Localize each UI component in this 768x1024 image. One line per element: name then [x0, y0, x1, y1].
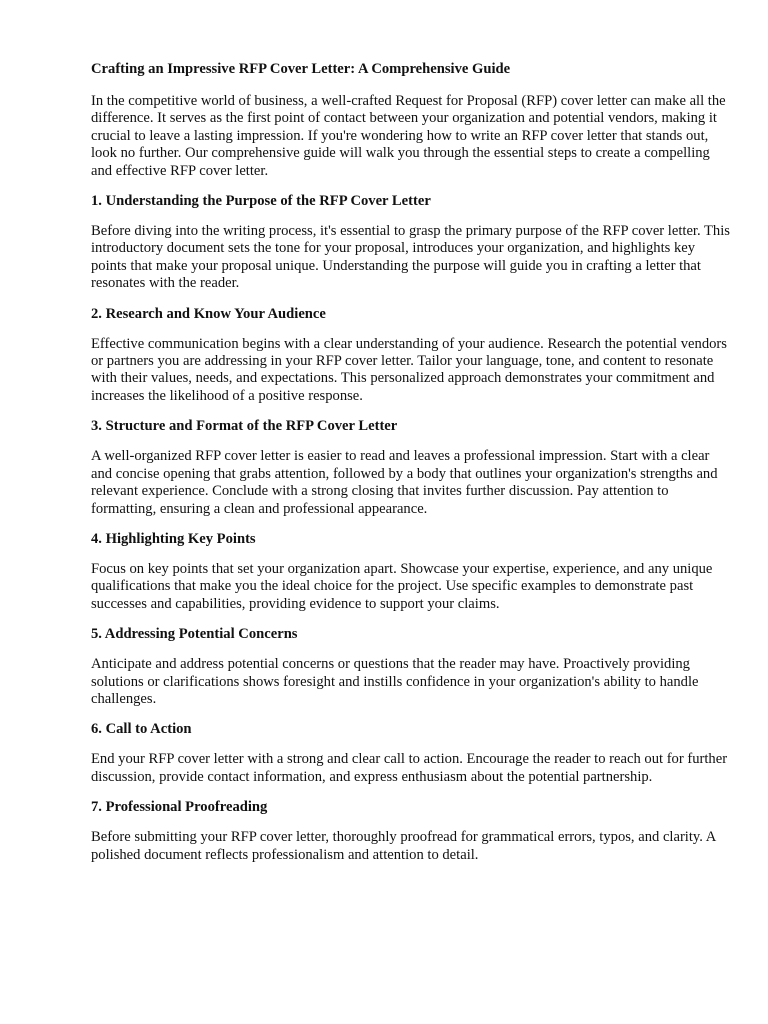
- section-heading: 5. Addressing Potential Concerns: [91, 626, 298, 643]
- section-3: [91, 417, 731, 518]
- section-body: Anticipate and address potential concerns or questions that the reader may have. Proactively providing solutions or clarifications shows foresight and instills confidence in your organization's ability to handle challenges.: [91, 656, 699, 707]
- section-body: Effective communication begins with a clear understanding of your audience. Research the potential vendors or partners you are addressing in your RFP cover letter. Tailor your language, tone, and content to resonate with their values, needs, and expectations. This personalized approach demonstrates your commitment and increases the likelihood of a positive response.: [91, 335, 727, 404]
- section-6: [91, 720, 731, 786]
- section-5: [91, 625, 731, 708]
- section-body: Before diving into the writing process, it's essential to grasp the primary purpose of the RFP cover letter. This introductory document sets the tone for your proposal, introduces your organization, and highlights key points that make your proposal unique. Understanding the purpose will guide you in crafting a letter that resonates with the reader.: [91, 223, 730, 292]
- document-page: [91, 60, 731, 876]
- section-body: A well-organized RFP cover letter is easier to read and leaves a professional impression. Start with a clear and concise opening that grabs attention, followed by a body that outlines your organization's strengths and relevant experience. Conclude with a strong closing that invites further discussion. Pay attention to formatting, ensuring a clean and professional appearance.: [91, 448, 718, 517]
- section-7: [91, 798, 731, 864]
- section-body: End your RFP cover letter with a strong and clear call to action. Encourage the reader to reach out for further discussion, provide contact information, and express enthusiasm about the potential partnership.: [91, 751, 728, 785]
- section-body: Focus on key points that set your organization apart. Showcase your expertise, experience, and any unique qualifications that make you the ideal choice for the project. Use specific examples to demonstrate past successes and capabilities, providing evidence to support your claims.: [91, 560, 713, 612]
- section-heading: 1. Understanding the Purpose of the RFP Cover Letter: [91, 193, 431, 210]
- section-heading: 7. Professional Proofreading: [91, 799, 268, 816]
- section-4: [91, 530, 731, 613]
- section-heading: 4. Highlighting Key Points: [91, 530, 256, 547]
- section-heading: 2. Research and Know Your Audience: [91, 305, 326, 322]
- section-2: [91, 305, 731, 406]
- intro-paragraph: In the competitive world of business, a well-crafted Request for Proposal (RFP) cover letter can make all the difference. It serves as the first point of contact between your organization and potential vendors, making it crucial to leave a lasting impression. If you're wondering how to write an RFP cover letter that stands out, look no further. Our comprehensive guide will walk you through the essential steps to create a compelling and effective RFP cover letter.: [91, 93, 726, 179]
- section-body: Before submitting your RFP cover letter, thoroughly proofread for grammatical errors, typos, and clarity. A polished document reflects professionalism and attention to detail.: [91, 829, 716, 863]
- section-heading: 3. Structure and Format of the RFP Cover Letter: [91, 418, 398, 435]
- section-1: [91, 192, 731, 293]
- document-title: Crafting an Impressive RFP Cover Letter: A Comprehensive Guide: [91, 61, 511, 77]
- section-heading: 6. Call to Action: [91, 721, 192, 738]
